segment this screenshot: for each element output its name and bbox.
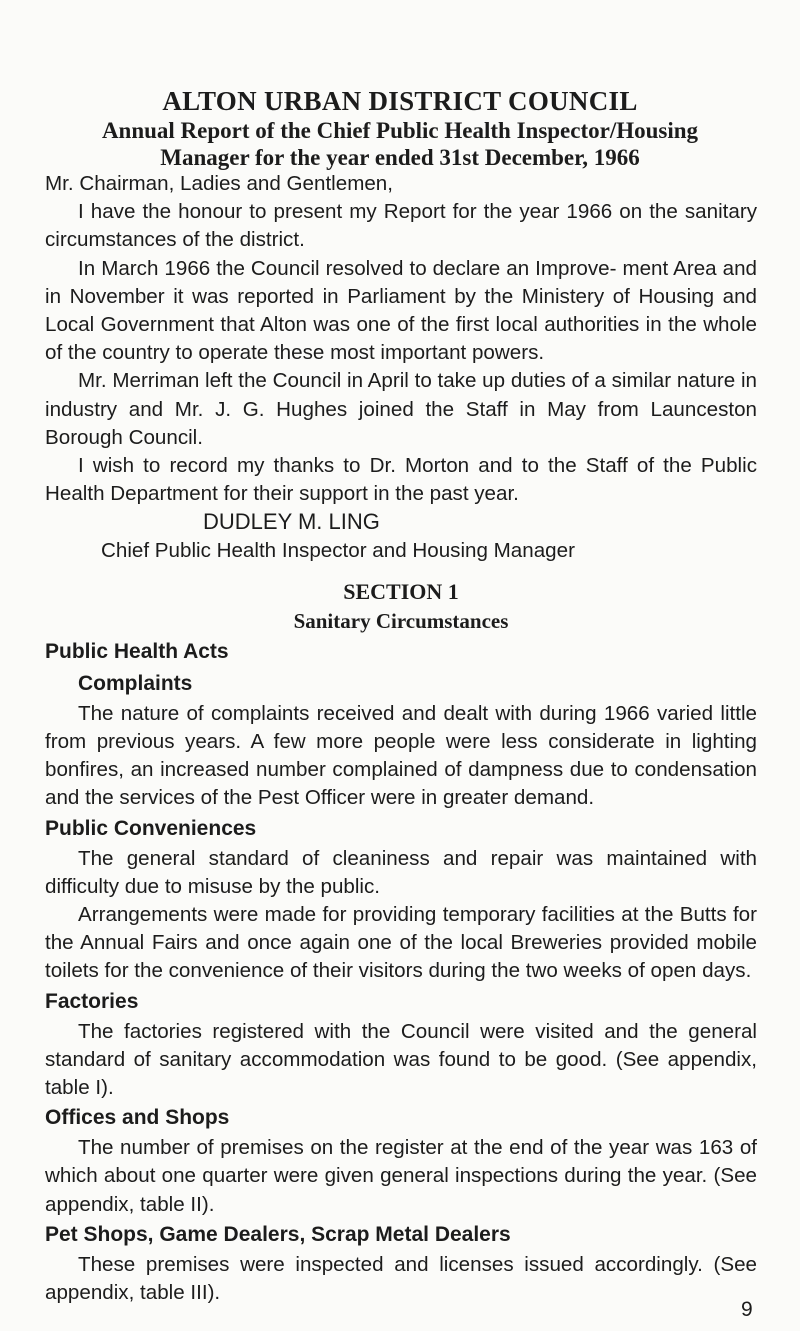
subsection-title-factories: Factories	[45, 989, 139, 1013]
intro-paragraph: Mr. Merriman left the Council in April to take up duties of a similar nature in industry and Mr. J. G. Hughes joined the Staff in May from Launceston Borough Council.	[45, 369, 757, 449]
council-title: ALTON URBAN DISTRICT COUNCIL	[162, 86, 638, 116]
intro-paragraph: I wish to record my thanks to Dr. Morton and to the Staff of the Public Health Department for their support in the past year.	[45, 454, 757, 506]
subsection-paragraph: Arrangements were made for providing temporary facilities at the Butts for the Annual Fairs and once again one of the local Breweries provided mobile toilets for the convenience of their visitors during the two weeks of open days.	[45, 903, 757, 983]
signature-name: DUDLEY M. LING	[203, 509, 380, 535]
salutation: Mr. Chairman, Ladies and Gentlemen,	[45, 172, 393, 195]
report-body	[45, 170, 757, 1307]
section-heading: Public Health Acts	[45, 639, 229, 663]
subsection-title-public-conveniences: Public Conveniences	[45, 816, 257, 840]
report-title-line2: Manager for the year ended 31st December, 1966	[160, 145, 640, 170]
subsection-paragraph: The number of premises on the register at the end of the year was 163 of which about one quarter were given general inspections during the year. (See appendix, table II).	[45, 1136, 757, 1216]
signature-role: Chief Public Health Inspector and Housing Manager	[101, 538, 575, 562]
subsection-title-offices-shops: Offices and Shops	[45, 1106, 230, 1130]
section-number: SECTION 1	[343, 578, 459, 604]
subsection-paragraph: The factories registered with the Council were visited and the general standard of sanitary accommodation was found to be good. (See appendix, table I).	[45, 1019, 757, 1100]
intro-paragraph: In March 1966 the Council resolved to declare an Improve- ment Area and in November it was reported in Parliament by the Ministery of Housing and Local Government that Alton was one of the first local authorities in the whole of the country to operate these most important powers.	[45, 256, 757, 365]
section-title: Sanitary Circumstances	[293, 608, 509, 633]
report-title-line1: Annual Report of the Chief Public Health Inspector/Housing	[101, 118, 699, 143]
section-header	[45, 577, 757, 636]
intro-paragraph: I have the honour to present my Report for the year 1966 on the sanitary circumstances of the district.	[45, 200, 757, 252]
subsection-title-complaints: Complaints	[78, 671, 193, 695]
subsection-paragraph: The general standard of cleaniness and repair was maintained with difficulty due to misuse by the public.	[45, 846, 757, 898]
subsection-paragraph: The nature of complaints received and dealt with during 1966 varied little from previous years. A few more people were less considerate in lighting bonfires, an increased number complained of dampness due to condensation and the services of the Pest Officer were in greater demand.	[45, 701, 757, 810]
subsection-paragraph: These premises were inspected and licenses issued accordingly. (See appendix, table III).	[45, 1252, 757, 1305]
subsection-title-pet-shops: Pet Shops, Game Dealers, Scrap Metal Dealers	[45, 1222, 511, 1246]
page-number: 9	[741, 1298, 753, 1321]
